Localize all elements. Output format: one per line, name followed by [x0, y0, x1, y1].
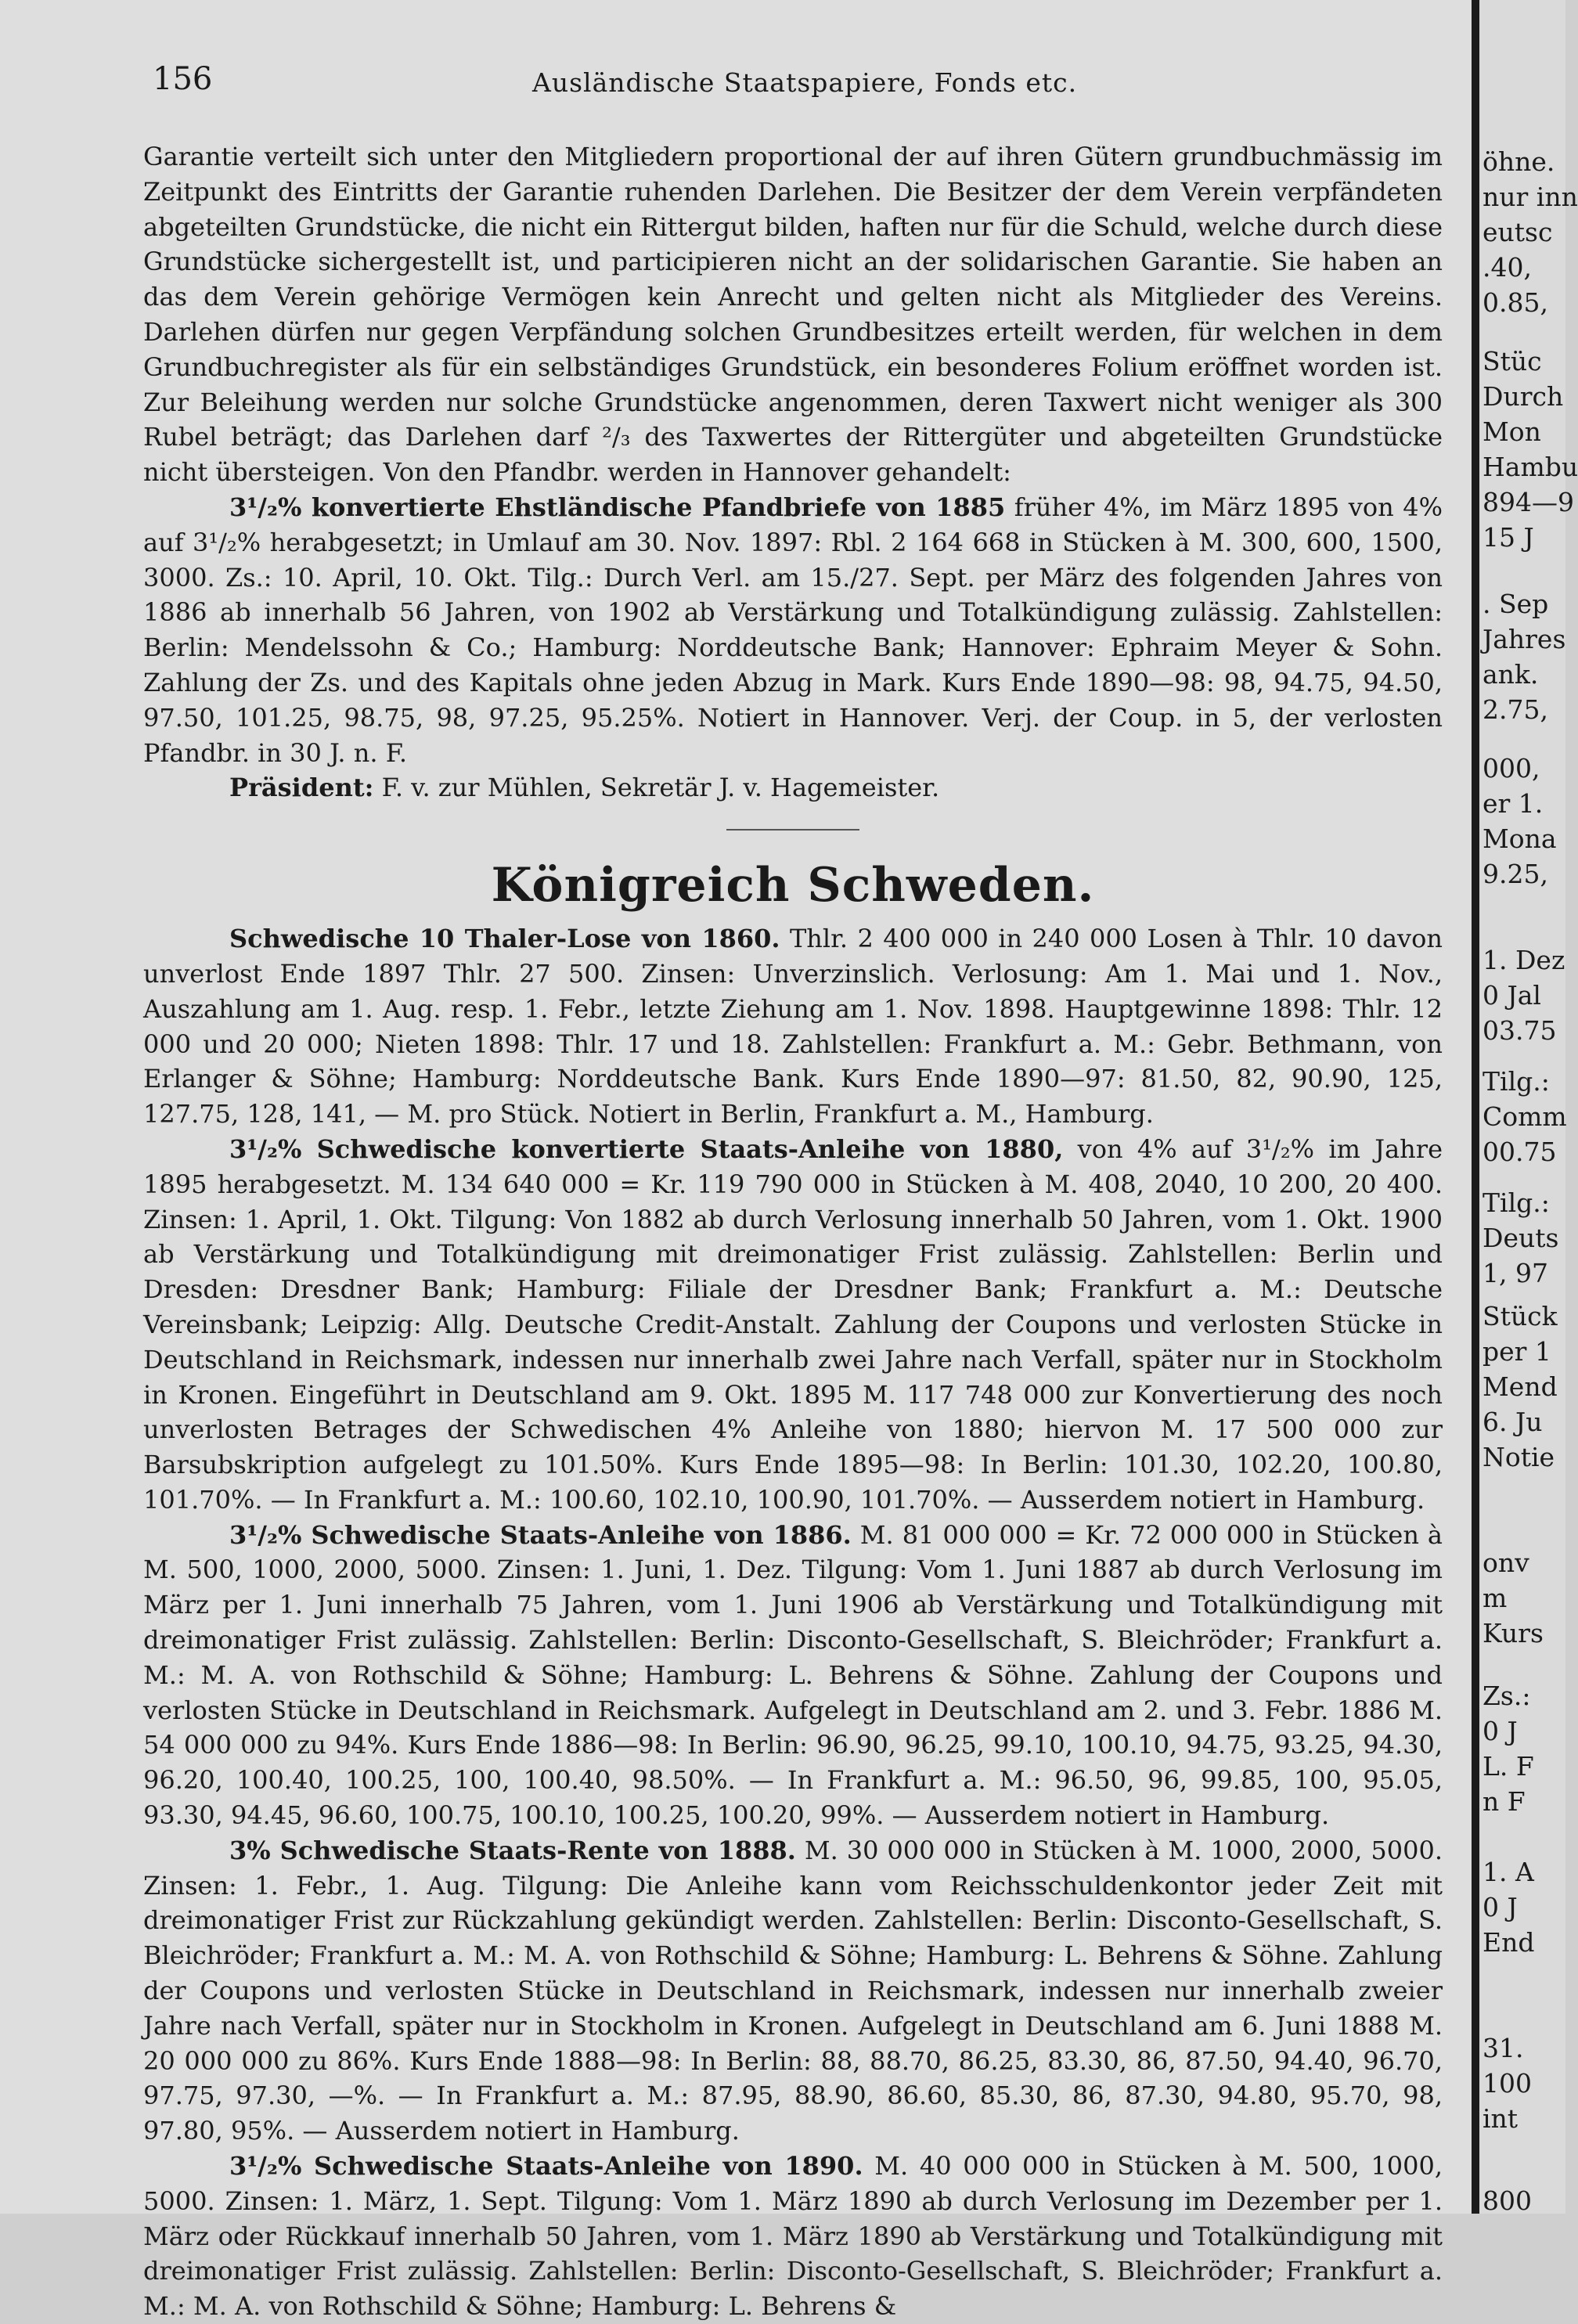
adjacent-page-text: Mend: [1483, 1371, 1558, 1402]
bond-text: M. 81 000 000 = Kr. 72 000 000 in Stücken à M. 500, 1000, 2000, 5000. Zinsen: 1. Juni, 1. Dez. Tilgung: Vom 1. Juni 1887 ab durch Verlosung im März per 1. Juni innerhalb 75 Jahren, vom 1. Juni 1906 ab Verstärkung und Totalkündigung mit dreimonatiger Frist zulässig. Zahlstellen: Berlin: Disconto-Gesellschaft, S. Bleichröder; Frankfurt a. M.: M. A. von Rothschild & Söhne; Hamburg: L. Behrens & Söhne. Zahlung der Coupons und verlosten Stücke in Deutschland in Reichsmark. Aufgelegt in Deutschland am 2. und 3. Febr. 1886 M. 54 000 000 zu 94%. Kurs Ende 1886—98: In Berlin: 96.90, 96.25, 99.10, 100.10, 94.75, 93.25, 94.30, 96.20, 100.40, 100.25, 100, 100.40, 98.50%. — In Frankfurt a. M.: 96.50, 96, 99.85, 100, 95.05, 93.30, 94.45, 96.60, 100.75, 100.10, 100.25, 100.20, 99%. — Ausserdem notiert in Hamburg.: [143, 1519, 1443, 1831]
adjacent-page-text: Notie: [1483, 1442, 1555, 1472]
adjacent-page-text: eutsc: [1483, 217, 1553, 247]
adjacent-page-text: 0.85,: [1483, 287, 1548, 318]
signature-line: [143, 770, 1443, 805]
body-text: [143, 139, 1443, 2324]
bond-title: 3¹/₂% Schwedische Staats-Anleihe von 1890.: [229, 2151, 863, 2182]
adjacent-page-text: 1. Dez: [1483, 945, 1565, 975]
bond-text: M. 30 000 000 in Stücken à M. 1000, 2000, 5000. Zinsen: 1. Febr., 1. Aug. Tilgung: Die Anleihe kann vom Reichsschuldenkontor jeder Zeit mit dreimonatiger Frist zur Rückzahlung gekündigt werden. Zahlstellen: Berlin: Disconto-Gesellschaft, S. Bleichröder; Frankfurt a. M.: M. A. von Rothschild & Söhne; Hamburg: L. Behrens & Söhne. Zahlung der Coupons und verlosten Stücke in Deutschland in Reichsmark, indessen nur innerhalb zweier Jahre nach Verfall, später nur in Stockholm in Kronen. Aufgelegt in Deutschland am 6. Juni 1888 M. 20 000 000 zu 86%. Kurs Ende 1888—98: In Berlin: 88, 88.70, 86.25, 83.30, 86, 87.50, 94.40, 96.70, 97.75, 97.30, —%. — In Frankfurt a. M.: 87.95, 88.90, 86.60, 85.30, 86, 87.30, 94.80, 95.70, 98, 97.80, 95%. — Ausserdem notiert in Hamburg.: [143, 1835, 1443, 2146]
adjacent-page-text: 894—9: [1483, 487, 1574, 517]
adjacent-page-text: 6. Ju: [1483, 1407, 1543, 1437]
adjacent-page-fragment: [1479, 0, 1578, 2216]
adjacent-page-text: Stück: [1483, 1301, 1558, 1331]
bond-entry: [143, 1833, 1443, 2149]
running-title: Ausländische Staatspapiere, Fonds etc.: [532, 67, 1078, 98]
adjacent-page-text: öhne.: [1483, 146, 1555, 177]
adjacent-page-text: 800: [1483, 2185, 1532, 2216]
bond-entry: [143, 1518, 1443, 1833]
bond-title: 3¹/₂% Schwedische Staats-Anleihe von 1886.: [229, 1519, 852, 1550]
bond-title: 3¹/₂% Schwedische konvertierte Staats-Anleihe von 1880,: [229, 1133, 1064, 1164]
adjacent-page-text: Jahres: [1483, 624, 1566, 654]
previous-entry-continuation: Garantie verteilt sich unter den Mitgliedern proportional der auf ihren Gütern grundbuchmässig im Zeitpunkt des Eintritts der Garantie ruhenden Darlehen. Die Besitzer der dem Verein verpfändeten abgeteilten Grundstücke, die nicht ein Rittergut bilden, haften nur für die Schuld, welche durch diese Grundstücke sichergestellt ist, und participieren nicht an der solidarischen Garantie. Sie haben an das dem Verein gehörige Vermögen kein Anrecht und gelten nicht als Mitglieder des Vereins. Darlehen dürfen nur gegen Verpfändung solchen Grundbesitzes erteilt werden, für welchen in dem Grundbuchregister als für ein selbständiges Grundstück, ein besonderes Folium eröffnet worden ist. Zur Beleihung werden nur solche Grundstücke angenommen, deren Taxwert nicht weniger als 300 Rubel beträgt; das Darlehen darf ²/₃ des Taxwertes der Rittergüter und abgeteilten Grundstücke nicht übersteigen. Von den Pfandbr. werden in Hannover gehandelt:: [143, 142, 1443, 488]
bond-text: M. 40 000 000 in Stücken à M. 500, 1000, 5000. Zinsen: 1. März, 1. Sept. Tilgung: Vom 1. März 1890 ab durch Verlosung im Dezember per 1. März oder Rückkauf innerhalb 50 Jahren, vom 1. März 1890 ab Verstärkung und Totalkündigung mit dreimonatiger Frist zulässig. Zahlstellen: Berlin: Disconto-Gesellschaft, S. Bleichröder; Frankfurt a. M.: M. A. von Rothschild & Söhne; Hamburg: L. Behrens &: [143, 2151, 1443, 2322]
bond-title: Schwedische 10 Thaler-Lose von 1860.: [229, 924, 780, 954]
adjacent-page-text: 1, 97: [1483, 1258, 1548, 1288]
ehstland-bond-text: früher 4%, im März 1895 von 4% auf 3¹/₂% herabgesetzt; in Umlauf am 30. Nov. 1897: Rbl. 2 164 668 in Stücken à M. 300, 600, 1500, 3000. Zs.: 10. April, 10. Okt. Tilg.: Durch Verl. am 15./27. Sept. per März des folgenden Jahres von 1886 ab innerhalb 56 Jahren, von 1902 ab Verstärkung und Totalkündigung zulässig. Zahlstellen: Berlin: Mendelssohn & Co.; Hamburg: Norddeutsche Bank; Hannover: Ephraim Meyer & Sohn. Zahlung der Zs. und des Kapitals ohne jeden Abzug in Mark. Kurs Ende 1890—98: 98, 94.75, 94.50, 97.50, 101.25, 98.75, 98, 97.25, 95.25%. Notiert in Hannover. Verj. der Coup. in 5, der verlosten Pfandbr. in 30 J. n. F.: [143, 492, 1443, 768]
page-number: 156: [153, 61, 213, 97]
adjacent-page-text: 31.: [1483, 2033, 1524, 2063]
adjacent-page-text: 1. A: [1483, 1857, 1534, 1887]
ehstland-bond-entry: [143, 490, 1443, 770]
adjacent-page-text: 000,: [1483, 753, 1540, 784]
adjacent-page-text: 0 J: [1483, 1716, 1518, 1746]
adjacent-page-text: m: [1483, 1583, 1508, 1613]
adjacent-page-text: n F: [1483, 1786, 1526, 1817]
adjacent-page-text: per 1: [1483, 1336, 1551, 1367]
adjacent-page-text: ank.: [1483, 659, 1539, 690]
adjacent-page-text: Mona: [1483, 823, 1557, 854]
adjacent-page-text: Zs.:: [1483, 1681, 1531, 1711]
adjacent-page-text: 9.25,: [1483, 859, 1548, 889]
bond-title: 3% Schwedische Staats-Rente von 1888.: [229, 1835, 796, 1865]
bond-entry: [143, 921, 1443, 1132]
adjacent-page-text: 03.75: [1483, 1015, 1557, 1046]
adjacent-page-text: int: [1483, 2103, 1519, 2134]
adjacent-page-text: L. F: [1483, 1751, 1534, 1782]
adjacent-page-text: 0 Jal: [1483, 980, 1541, 1011]
adjacent-page-text: Mon: [1483, 416, 1541, 447]
adjacent-page-text: er 1.: [1483, 788, 1544, 819]
signature-text: F. v. zur Mühlen, Sekretär J. v. Hagemeister.: [373, 773, 940, 803]
adjacent-page-text: . Sep: [1483, 589, 1549, 619]
adjacent-page-text: 0 J: [1483, 1892, 1518, 1922]
adjacent-page-text: Durch: [1483, 381, 1564, 412]
adjacent-page-text: 100: [1483, 2068, 1532, 2099]
adjacent-page-text: Stüc: [1483, 346, 1542, 377]
page-header: [153, 61, 1440, 100]
book-gutter: [1472, 0, 1479, 2214]
adjacent-page-text: nur inn: [1483, 182, 1578, 212]
section-separator: [726, 829, 859, 831]
adjacent-page-text: Tilg.:: [1483, 1066, 1550, 1097]
adjacent-page-text: Hambu: [1483, 452, 1578, 482]
bond-entry: [143, 2149, 1443, 2324]
adjacent-page-text: Deuts: [1483, 1223, 1559, 1253]
adjacent-page-text: Kurs: [1483, 1618, 1544, 1648]
adjacent-page-text: 2.75,: [1483, 694, 1548, 725]
signature-label: Präsident:: [229, 773, 374, 803]
ehstland-bond-title: 3¹/₂% konvertierte Ehstländische Pfandbriefe von 1885: [229, 492, 1006, 522]
bond-text: von 4% auf 3¹/₂% im Jahre 1895 herabgesetzt. M. 134 640 000 = Kr. 119 790 000 in Stücken à M. 408, 2040, 10 200, 20 400. Zinsen: 1. April, 1. Okt. Tilgung: Von 1882 ab durch Verlosung innerhalb 50 Jahren, vom 1. Okt. 1900 ab Verstärkung und Totalkündigung mit dreimonatiger Frist zulässig. Zahlstellen: Berlin und Dresden: Dresdner Bank; Hamburg: Filiale der Dresdner Bank; Frankfurt a. M.: Deutsche Vereinsbank; Leipzig: Allg. Deutsche Credit-Anstalt. Zahlung der Coupons und verlosten Stücke in Deutschland in Reichsmark, indessen nur innerhalb zwei Jahre nach Verfall, später nur in Stockholm in Kronen. Eingeführt in Deutschland am 9. Okt. 1895 M. 117 748 000 zur Konvertierung des noch unverlosten Betrages der Schwedischen 4% Anleihe von 1880; hiervon M. 17 500 000 zur Barsubskription aufgelegt zu 101.50%. Kurs Ende 1895—98: In Berlin: 101.30, 102.20, 100.80, 101.70%. — In Frankfurt a. M.: 100.60, 102.10, 100.90, 101.70%. — Ausserdem notiert in Hamburg.: [143, 1133, 1443, 1515]
section-title: Königreich Schweden.: [491, 858, 1095, 913]
bond-text: Thlr. 2 400 000 in 240 000 Losen à Thlr. 10 davon unverlost Ende 1897 Thlr. 27 500. Zinsen: Unverzinslich. Verlosung: Am 1. Mai und 1. Nov., Auszahlung am 1. Aug. resp. 1. Febr., letzte Ziehung am 1. Nov. 1898. Hauptgewinne 1898: Thlr. 12 000 und 20 000; Nieten 1898: Thlr. 17 und 18. Zahlstellen: Frankfurt a. M.: Gebr. Bethmann, von Erlanger & Söhne; Hamburg: Norddeutsche Bank. Kurs Ende 1890—97: 81.50, 82, 90.90, 125, 127.75, 128, 141, — M. pro Stück. Notiert in Berlin, Frankfurt a. M., Hamburg.: [143, 924, 1443, 1130]
adjacent-page-text: onv: [1483, 1548, 1529, 1578]
adjacent-page-text: End: [1483, 1927, 1535, 1958]
adjacent-page-text: 15 J: [1483, 522, 1534, 553]
adjacent-page-text: Tilg.:: [1483, 1187, 1550, 1218]
bond-entry: [143, 1132, 1443, 1518]
adjacent-page-text: .40,: [1483, 252, 1532, 283]
adjacent-page-text: 00.75: [1483, 1137, 1557, 1167]
adjacent-page-text: Comm: [1483, 1101, 1567, 1132]
